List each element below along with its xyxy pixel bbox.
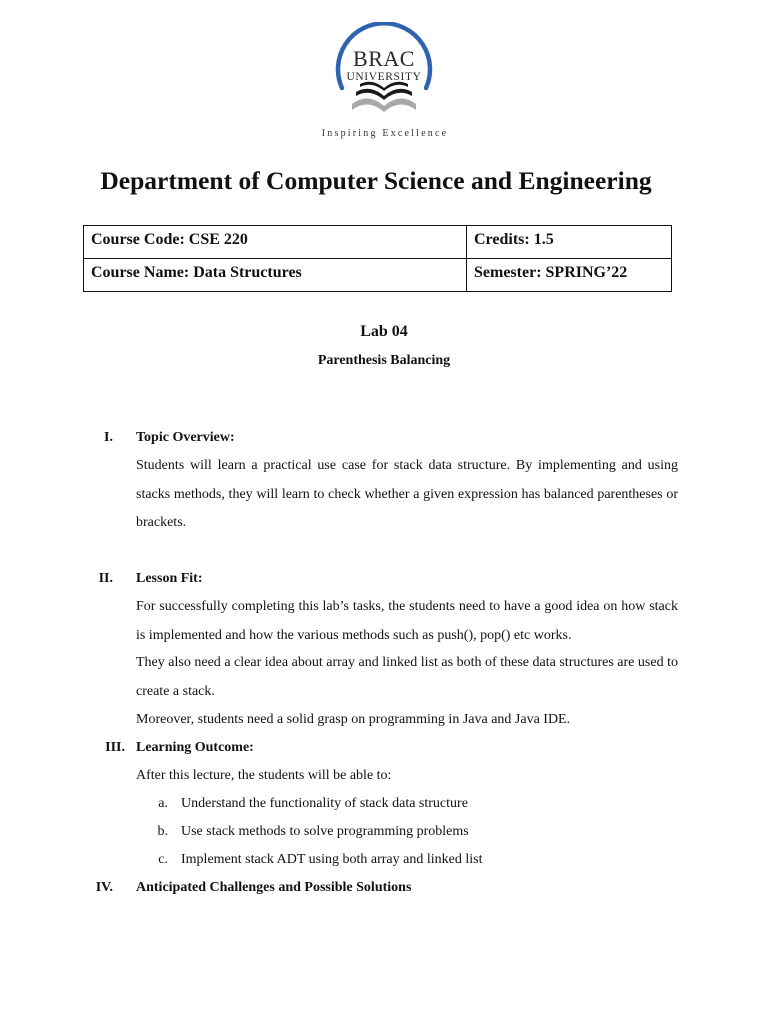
list-item: Implement stack ADT using both array and linked list [181,852,483,867]
topic-overview-text: Students will learn a practical use case for stack data structure. By implementing and using stacks methods, they will learn to check whether a given expression has balanced parentheses or brackets. [136,458,678,530]
course-info-table [83,225,672,292]
section-number: III. [105,740,125,755]
list-item: Use stack methods to solve programming problems [181,824,469,839]
section-heading-challenges: Anticipated Challenges and Possible Solutions [136,880,412,895]
university-logo [320,22,450,144]
section-heading-topic-overview: Topic Overview: [136,430,235,445]
section-number: II. [98,571,113,586]
learning-outcome-intro: After this lecture, the students will be able to: [136,768,392,783]
course-name-cell: Course Name: Data Structures [84,259,467,292]
section-number: I. [104,430,113,445]
semester-cell: Semester: SPRING’22 [467,259,672,292]
lesson-fit-paragraph-2: They also need a clear idea about array and linked list as both of these data structures are used to create a stack. [136,655,678,699]
lab-subtitle: Parenthesis Balancing [317,353,451,368]
section-heading-lesson-fit: Lesson Fit: [136,571,203,586]
list-item-marker: a. [158,796,168,811]
logo-tagline: Inspiring Excellence [321,128,449,139]
lesson-fit-paragraph-3: Moreover, students need a solid grasp on programming in Java and Java IDE. [136,712,571,727]
course-code-cell: Course Code: CSE 220 [84,226,467,259]
credits-cell: Credits: 1.5 [467,226,672,259]
table-row [84,226,672,259]
list-item: Understand the functionality of stack data structure [181,796,468,811]
list-item-marker: b. [157,824,168,839]
list-item-marker: c. [158,852,168,867]
lesson-fit-paragraph-1: For successfully completing this lab’s tasks, the students need to have a good idea on how stack is implemented and how the various methods such as push(), pop() etc works. [136,599,678,643]
logo-subtitle: UNIVERSITY [346,71,422,83]
book-shadow-icon [352,98,416,112]
section-number: IV. [95,880,113,895]
section-heading-learning-outcome: Learning Outcome: [136,740,254,755]
logo-title: BRAC [353,46,415,71]
lab-title: Lab 04 [360,323,408,340]
department-title: Department of Computer Science and Engineering [100,166,652,195]
table-row [84,259,672,292]
